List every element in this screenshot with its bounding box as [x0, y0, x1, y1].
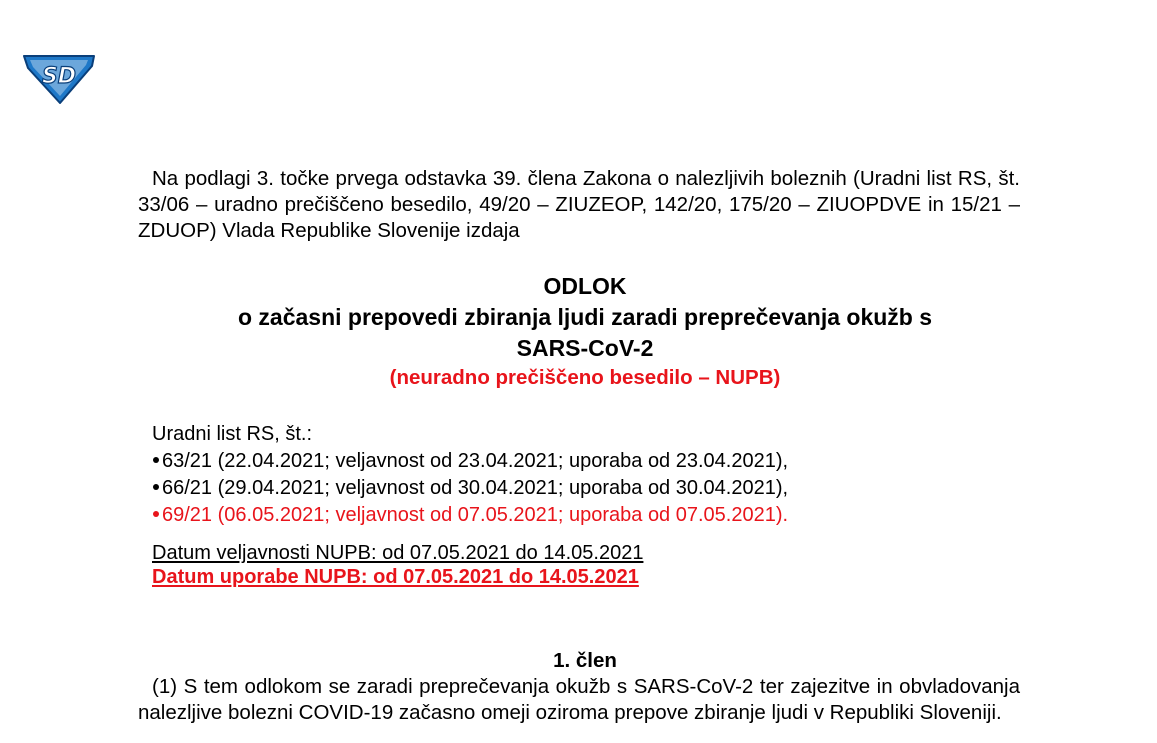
gazette-entry: 66/21 (29.04.2021; veljavnost od 30.04.2021; uporaba od 30.04.2021),: [152, 475, 1032, 502]
gazette-entry: 63/21 (22.04.2021; veljavnost od 23.04.2021; uporaba od 23.04.2021),: [152, 448, 1032, 475]
official-gazette-list: [152, 421, 1032, 529]
title-line-2: SARS-CoV-2: [516, 335, 654, 361]
sd-logo: [22, 50, 96, 104]
bullet-icon: [153, 484, 159, 490]
title-subtitle: (neuradno prečiščeno besedilo – NUPB): [389, 366, 781, 389]
article-paragraph: (1) S tem odlokom se zaradi preprečevanja okužb s SARS-CoV-2 ter zajezitve in obvladovanja nalezljive bolezni COVID-19 začasno omeji oziroma prepove zbiranje ljudi v Republiki Sloveniji.: [138, 675, 1020, 724]
nupb-dates: [152, 541, 643, 589]
gazette-label: Uradni list RS, št.:: [152, 423, 313, 445]
application-date: Datum uporabe NUPB: od 07.05.2021 do 14.05.2021: [152, 566, 639, 588]
title-heading: ODLOK: [543, 273, 627, 299]
bullet-icon: [153, 457, 159, 463]
intro-paragraph: Na podlagi 3. točke prvega odstavka 39. člena Zakona o nalezljivih boleznih (Uradni list RS, št. 33/06 – uradno prečiščeno besedilo, 49/20 – ZIUZEOP, 142/20, 175/20 – ZIUOPDVE in 15/21 – ZDUOP) Vlada Republike Slovenije izdaja: [138, 167, 1020, 242]
logo-lettering: SD: [41, 64, 77, 89]
bullet-icon: [153, 511, 159, 517]
validity-date: Datum veljavnosti NUPB: od 07.05.2021 do 14.05.2021: [152, 542, 644, 564]
title-line-1: o začasni prepovedi zbiranja ljudi zaradi preprečevanja okužb s: [237, 304, 933, 330]
article-heading: 1. člen: [553, 649, 617, 672]
decree-title: [138, 271, 1032, 392]
gazette-entry-latest: 69/21 (06.05.2021; veljavnost od 07.05.2021; uporaba od 07.05.2021).: [152, 502, 1032, 529]
